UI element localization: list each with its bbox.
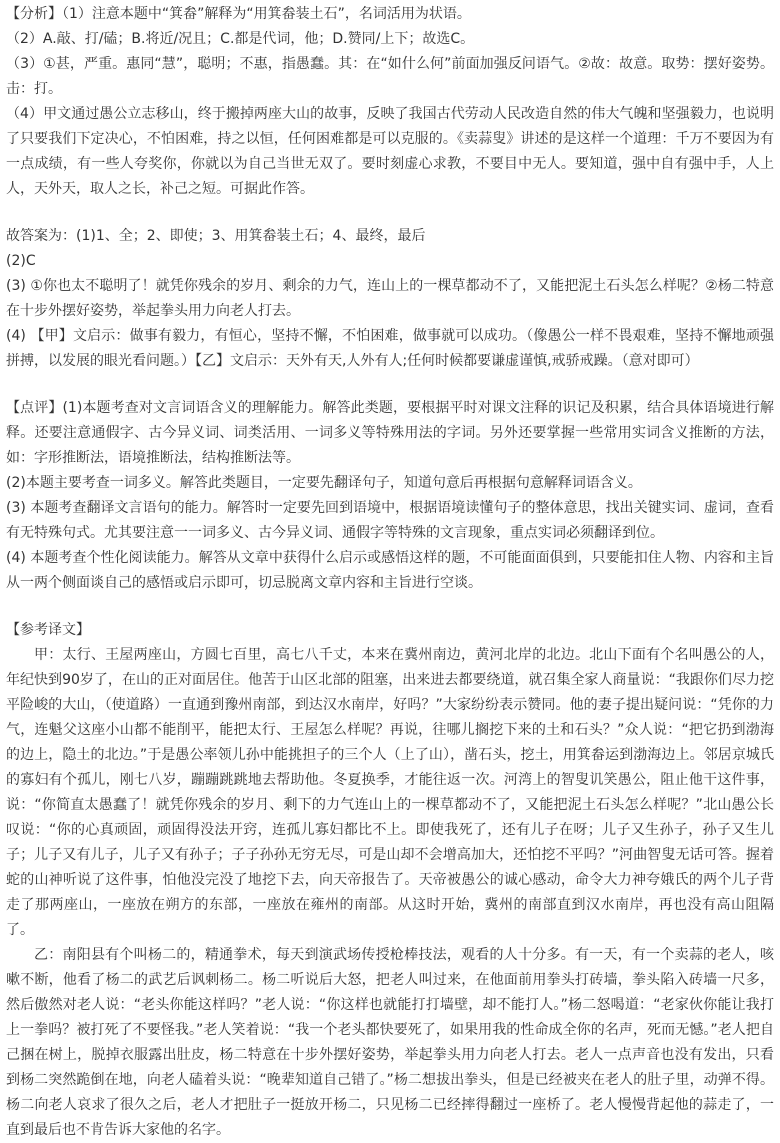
translation-jia: 甲：太行、王屋两座山，方圆七百里，高七八千丈，本来在冀州南边，黄河北岸的北边。北山下面有个名叫愚公的人，年纪快到90岁了，在山的正对面居住。他苦于山区北部的阻塞，出来进去都要绕道，就召集全家人商量说：“我跟你们尽力挖平险峻的大山，（使道路）一直通到豫州南部，到达汉水南岸，好吗？”大家纷纷表示赞同。他的妻子提出疑问说：“凭你的力气，连魁父这座小山都不能削平，能把太行、王屋怎么样呢？再说，往哪儿搁挖下来的土和石头？”众人说：“把它扔到渤海的边上，隐土的北边。”于是愚公率领儿孙中能挑担子的三个人（上了山），凿石头，挖土，用箕畚运到渤海边上。邻居京城氏的寡妇有个孤儿，刚七八岁，蹦蹦跳跳地去帮助他。冬夏换季，才能往返一次。河湾上的智叟讥笑愚公，阻止他干这件事，说：“你简直太愚蠢了！就凭你残余的岁月、剩下的力气连山上的一棵草都动不了，又能把泥土石头怎么样呢？”北山愚公长叹说：“你的心真顽固，顽固得没法开窍，连孤儿寡妇都比不上。即使我死了，还有儿子在呀；儿子又生孙子，孙子又生儿子；儿子又有儿子，儿子又有孙子；子子孙孙无穷无尽，可是山却不会增高加大，还怕挖不平吗？”河曲智叟无话可答。握着蛇的山神听说了这件事，怕他没完没了地挖下去，向天帝报告了。天帝被愚公的诚心感动，命令大力神夸娥氏的两个儿子背走了那两座山，一座放在朔方的东部，一座放在雍州的南部。从这时开始，冀州的南部直到汉水南岸，再也没有高山阻隔了。 bbox=[6, 647, 774, 938]
answer-section bbox=[6, 224, 774, 374]
comment-paragraph-1: 【点评】(1)本题考查对文言词语含义的理解能力。解答此类题，要根据平时对课文注释的识记及积累，结合具体语境进行解释。还要注意通假字、古今异义词、词类活用、一词多义等特殊用法的字词。另外还要掌握一些常用实词含义推断的方法，如：字形推断法，语境推断法，结构推断法等。 bbox=[6, 400, 774, 466]
answer-line-4: (4) 【甲】文启示：做事有毅力，有恒心，坚持不懈，不怕困难，做事就可以成功。（像愚公一样不畏艰难，坚持不懈地顽强拼搏，以发展的眼光看问题。）【乙】文启示：天外有天,人外有人;任何时候都要谦虚谨慎,戒骄戒躁。（意对即可） bbox=[6, 328, 774, 369]
analysis-section bbox=[6, 2, 774, 202]
comment-paragraph-4: (4) 本题考查个性化阅读能力。解答从文章中获得什么启示或感悟这样的题，不可能面面俱到，只要能扣住人物、内容和主旨从一两个侧面谈自己的感悟或启示即可，切忌脱离文章内容和主旨进行空谈。 bbox=[6, 550, 774, 591]
analysis-paragraph-3: （3）①甚，严重。惠同“慧”，聪明；不惠，指愚蠢。其：在“如什么何”前面加强反问语气。②故：故意。取势：摆好姿势。击：打。 bbox=[6, 56, 774, 97]
translation-heading: 【参考译文】 bbox=[6, 622, 90, 638]
translation-section bbox=[6, 618, 774, 1143]
analysis-item-1: （1）注意本题中“箕畚”解释为“用箕畚装土石”，名词活用为状语。 bbox=[62, 6, 471, 22]
translation-yi: 乙：南阳县有个叫杨二的，精通拳术，每天到演武场传授枪棒技法，观看的人十分多。有一天，有一个卖蒜的老人，咳嗽不断，他看了杨二的武艺后讽刺杨二。杨二听说后大怒，把老人叫过来，在他面前用拳头打砖墙，拳头陷入砖墙一尺多，然后傲然对老人说：“老头你能这样吗？”老人说：“你这样也就能打打墙壁，却不能打人。”杨二怒喝道：“老家伙你能让我打上一拳吗？被打死了不要怪我。”老人笑着说：“我一个老头都快要死了，如果用我的性命成全你的名声，死而无憾。”老人把自己捆在树上，脱掉衣服露出肚皮，杨二特意在十步外摆好姿势，举起拳头用力向老人打去。老人一点声音也没有发出，只看到杨二突然跪倒在地，向老人磕着头说：“晚辈知道自己错了。”杨二想拔出拳头，但是已经被夹在老人的肚子里，动弹不得。杨二向老人哀求了很久之后，老人才把肚子一挺放开杨二，只见杨二已经摔得翻过一座桥了。老人慢慢背起他的蒜走了，一直到最后也不肯告诉大家他的名字。 bbox=[6, 947, 774, 1138]
spacer bbox=[6, 596, 774, 618]
comment-paragraph-2: (2)本题主要考查一词多义。解答此类题目，一定要先翻译句子，知道句意后再根据句意解释词语含义。 bbox=[6, 475, 642, 491]
answer-line-1: 故答案为：(1)1、全；2、即使；3、用箕畚装土石；4、最终，最后 bbox=[6, 228, 426, 244]
analysis-paragraph-1 bbox=[6, 2, 774, 27]
spacer bbox=[6, 202, 774, 224]
answer-line-3: (3) ①你也太不聪明了！就凭你残余的岁月、剩余的力气，连山上的一棵草都动不了，又能把泥土石头怎么样呢？②杨二特意在十步外摆好姿势，举起拳头用力向老人打去。 bbox=[6, 278, 774, 319]
analysis-heading: 【分析】 bbox=[6, 6, 62, 22]
comment-paragraph-3: (3) 本题考查翻译文言语句的能力。解答时一定要先回到语境中，根据语境读懂句子的整体意思，找出关键实词、虚词，查看有无特殊句式。尤其要注意一一词多义、古今异义词、通假字等特殊的文言现象，重点实词必须翻译到位。 bbox=[6, 500, 774, 541]
spacer bbox=[6, 374, 774, 396]
analysis-paragraph-2: （2）A.敲、打/磕；B.将近/况且；C.都是代词，他；D.赞同/上下；故选C。 bbox=[6, 31, 475, 47]
analysis-paragraph-4: （4）甲文通过愚公立志移山，终于搬掉两座大山的故事，反映了我国古代劳动人民改造自然的伟大气魄和坚强毅力，也说明了只要我们下定决心，不怕困难，持之以恒，任何困难都是可以克服的。《卖蒜叟》讲述的是这样一个道理：千万不要因为有一点成绩，有一些人夸奖你，你就以为自己当世无双了。要时刻虚心求教，不要目中无人。要知道，强中自有强中手，人上人，天外天，取人之长，补己之短。可据此作答。 bbox=[6, 106, 774, 197]
answer-line-2: (2)C bbox=[6, 253, 36, 269]
comment-section bbox=[6, 396, 774, 596]
